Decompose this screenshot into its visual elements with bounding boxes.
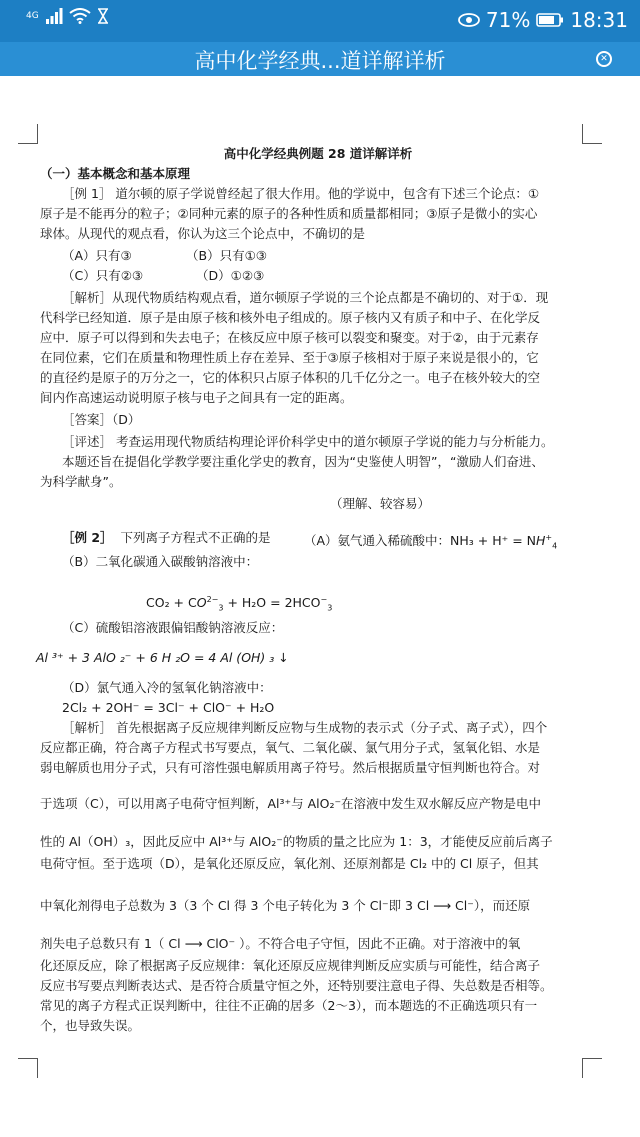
equation-b xyxy=(146,590,332,619)
hourglass-icon xyxy=(97,8,109,24)
superscript: 2− xyxy=(206,595,219,604)
paragraph-line: 反应都正确，符合离子方程式书写要点，氧气、二氧化碳、氯气用分子式，氢氧化铝、水是 xyxy=(40,740,541,755)
eye-icon xyxy=(458,12,480,28)
paragraph-line: 的直径约是原子的万分之一，它的体积只占原子体积的几千亿分之一。电子在核外较大的空 xyxy=(40,370,541,385)
option-b: （B）只有①③ xyxy=(186,248,267,263)
battery-percent: 71% xyxy=(485,8,531,32)
document-page[interactable] xyxy=(0,76,640,1137)
paragraph-line: 原子是不能再分的粒子；②同种元素的原子的各种性质和质量都相同；③原子是微小的实心 xyxy=(40,206,538,221)
paragraph-line: 个，也导致失误。 xyxy=(40,1018,141,1033)
option-d: （D）氯气通入冷的氢氧化钠溶液中： xyxy=(62,680,272,695)
page-corner-mark xyxy=(582,1058,602,1078)
status-bar xyxy=(0,0,640,42)
question-text: 下列离子方程式不正确的是 xyxy=(120,530,271,545)
paragraph-line: 反应书写要点判断表达式、是否符合质量守恒之外，还特别要注意电子得、失总数是否相等。 xyxy=(40,978,553,993)
equation-part: CO₂ + C xyxy=(146,595,197,611)
section-heading: （一）基本概念和基本原理 xyxy=(40,166,191,181)
paragraph-line: 电荷守恒。至于选项（D），是氧化还原反应，氧化剂、还原剂都是 Cl₂ 中的 Cl 原子，但其 xyxy=(40,856,539,871)
close-icon[interactable]: ✕ xyxy=(596,51,612,67)
paragraph-line: 于选项（C），可以用离子电荷守恒判断，Al³⁺与 AlO₂⁻在溶液中发生双水解反应产物是电中 xyxy=(40,796,542,811)
page-corner-mark xyxy=(18,1058,38,1078)
clock: 18:31 xyxy=(570,8,628,32)
paragraph-line: 在同位素，它们在质量和物理性质上存在差异、至于③原子核相对于原子来说是很小的，它 xyxy=(40,350,539,365)
example-label: ［例 2］ xyxy=(62,530,113,545)
paragraph-line: 代科学已经知道．原子是由原子核和核外电子组成的。原子核内又有质子和中子、在化学反 xyxy=(40,310,541,325)
paragraph-line: 性的 Al（OH）₃，因此反应中 Al³⁺与 AlO₂⁻的物质的量之比应为 1：3，才能使反应前后离子 xyxy=(40,834,553,849)
paragraph-line: 中氧化剂得电子总数为 3（3 个 Cl 得 3 个电子转化为 3 个 Cl⁻即 3 Cl ⟶ Cl⁻），而还原 xyxy=(40,898,531,913)
paragraph-line: 化还原反应，除了根据离子反应规律：氧化还原反应规律判断反应实质与可能性，结合离子 xyxy=(40,958,541,973)
option-a xyxy=(304,528,557,557)
option-b: （B）二氧化碳通入碳酸钠溶液中： xyxy=(62,554,259,569)
answer-line: ［答案］（D） xyxy=(62,412,141,427)
paragraph-line: 弱电解质也用分子式，只有可溶性强电解质用离子符号。然后根据质量守恒判断也符合。对 xyxy=(40,760,541,775)
app-title: 高中化学经典...道详解详析 xyxy=(194,49,446,73)
paragraph-line: ［评述］ 考查运用现代物质结构理论评价科学史中的道尔顿原子学说的能力与分析能力。 xyxy=(62,434,554,449)
paragraph-line: 间内作高速运动说明原子核与电子之间具有一定的距离。 xyxy=(40,390,353,405)
paragraph-line: 应中．原子可以得到和失去电子；在核反应中原子核可以裂变和聚变。对于②，由于元素存 xyxy=(40,330,539,345)
battery-icon xyxy=(536,12,564,28)
option-a: （A）只有③ xyxy=(62,248,132,263)
option-c: （C）硫酸铝溶液跟偏铝酸钠溶液反应： xyxy=(62,620,284,635)
equation-c: Al ³⁺ + 3 AlO ₂⁻ + 6 H ₂O = 4 Al (OH) ₃ ↓ xyxy=(36,650,289,665)
superscript: − xyxy=(320,595,328,604)
paragraph-line: ［解析］从现代物质结构观点看，道尔顿原子学说的三个论点都是不确切的、对于①．现 xyxy=(62,290,549,305)
page-corner-mark xyxy=(18,124,38,144)
wifi-icon xyxy=(69,8,91,24)
option-a-text: （A）氨气通入稀硫酸中：NH₃ + H⁺ = N xyxy=(304,533,537,549)
equation-part: O xyxy=(196,595,207,611)
subscript: 3 xyxy=(327,603,333,613)
paragraph-line: 常见的离子方程式正误判断中，往往不正确的居多（2～3），而本题选的不正确选项只有一 xyxy=(40,998,538,1013)
signal-icon xyxy=(45,8,63,24)
option-a-formula: H xyxy=(536,533,546,549)
difficulty-note: （理解、较容易） xyxy=(330,496,431,511)
superscript: + xyxy=(545,533,553,542)
equation-part: + H₂O = 2HCO xyxy=(227,595,321,611)
subscript: 4 xyxy=(552,541,558,551)
paragraph-line: ［例 1］ 道尔顿的原子学说曾经起了很大作用。他的学说中，包含有下述三个论点：① xyxy=(62,186,540,201)
paragraph-line: 本题还旨在提倡化学教学要注重化学史的教育，因为“史鉴使人明智”，“激励人们奋进、 xyxy=(62,454,544,469)
example-2-question xyxy=(62,528,271,548)
paragraph-line: 球体。从现代的观点看，你认为这三个论点中，不确切的是 xyxy=(40,226,366,241)
option-c: （C）只有②③ xyxy=(62,268,144,283)
network-label: 4G xyxy=(26,11,39,21)
paragraph-line: 为科学献身”。 xyxy=(40,474,122,489)
paragraph-line: ［解析］ 首先根据离子反应规律判断反应物与生成物的表示式（分子式、离子式），四个 xyxy=(62,720,548,735)
equation-d: 2Cl₂ + 2OH⁻ = 3Cl⁻ + ClO⁻ + H₂O xyxy=(62,700,275,715)
option-d: （D）①②③ xyxy=(196,268,265,283)
paragraph-line: 剂失电子总数只有 1（ Cl ⟶ ClO⁻ ）。不符合电子守恒，因此不正确。对于溶液中的氧 xyxy=(40,936,521,951)
app-title-bar xyxy=(0,42,640,76)
page-corner-mark xyxy=(582,124,602,144)
document-title: 高中化学经典例题 28 道详解详析 xyxy=(223,146,413,161)
subscript: 3 xyxy=(218,603,224,613)
